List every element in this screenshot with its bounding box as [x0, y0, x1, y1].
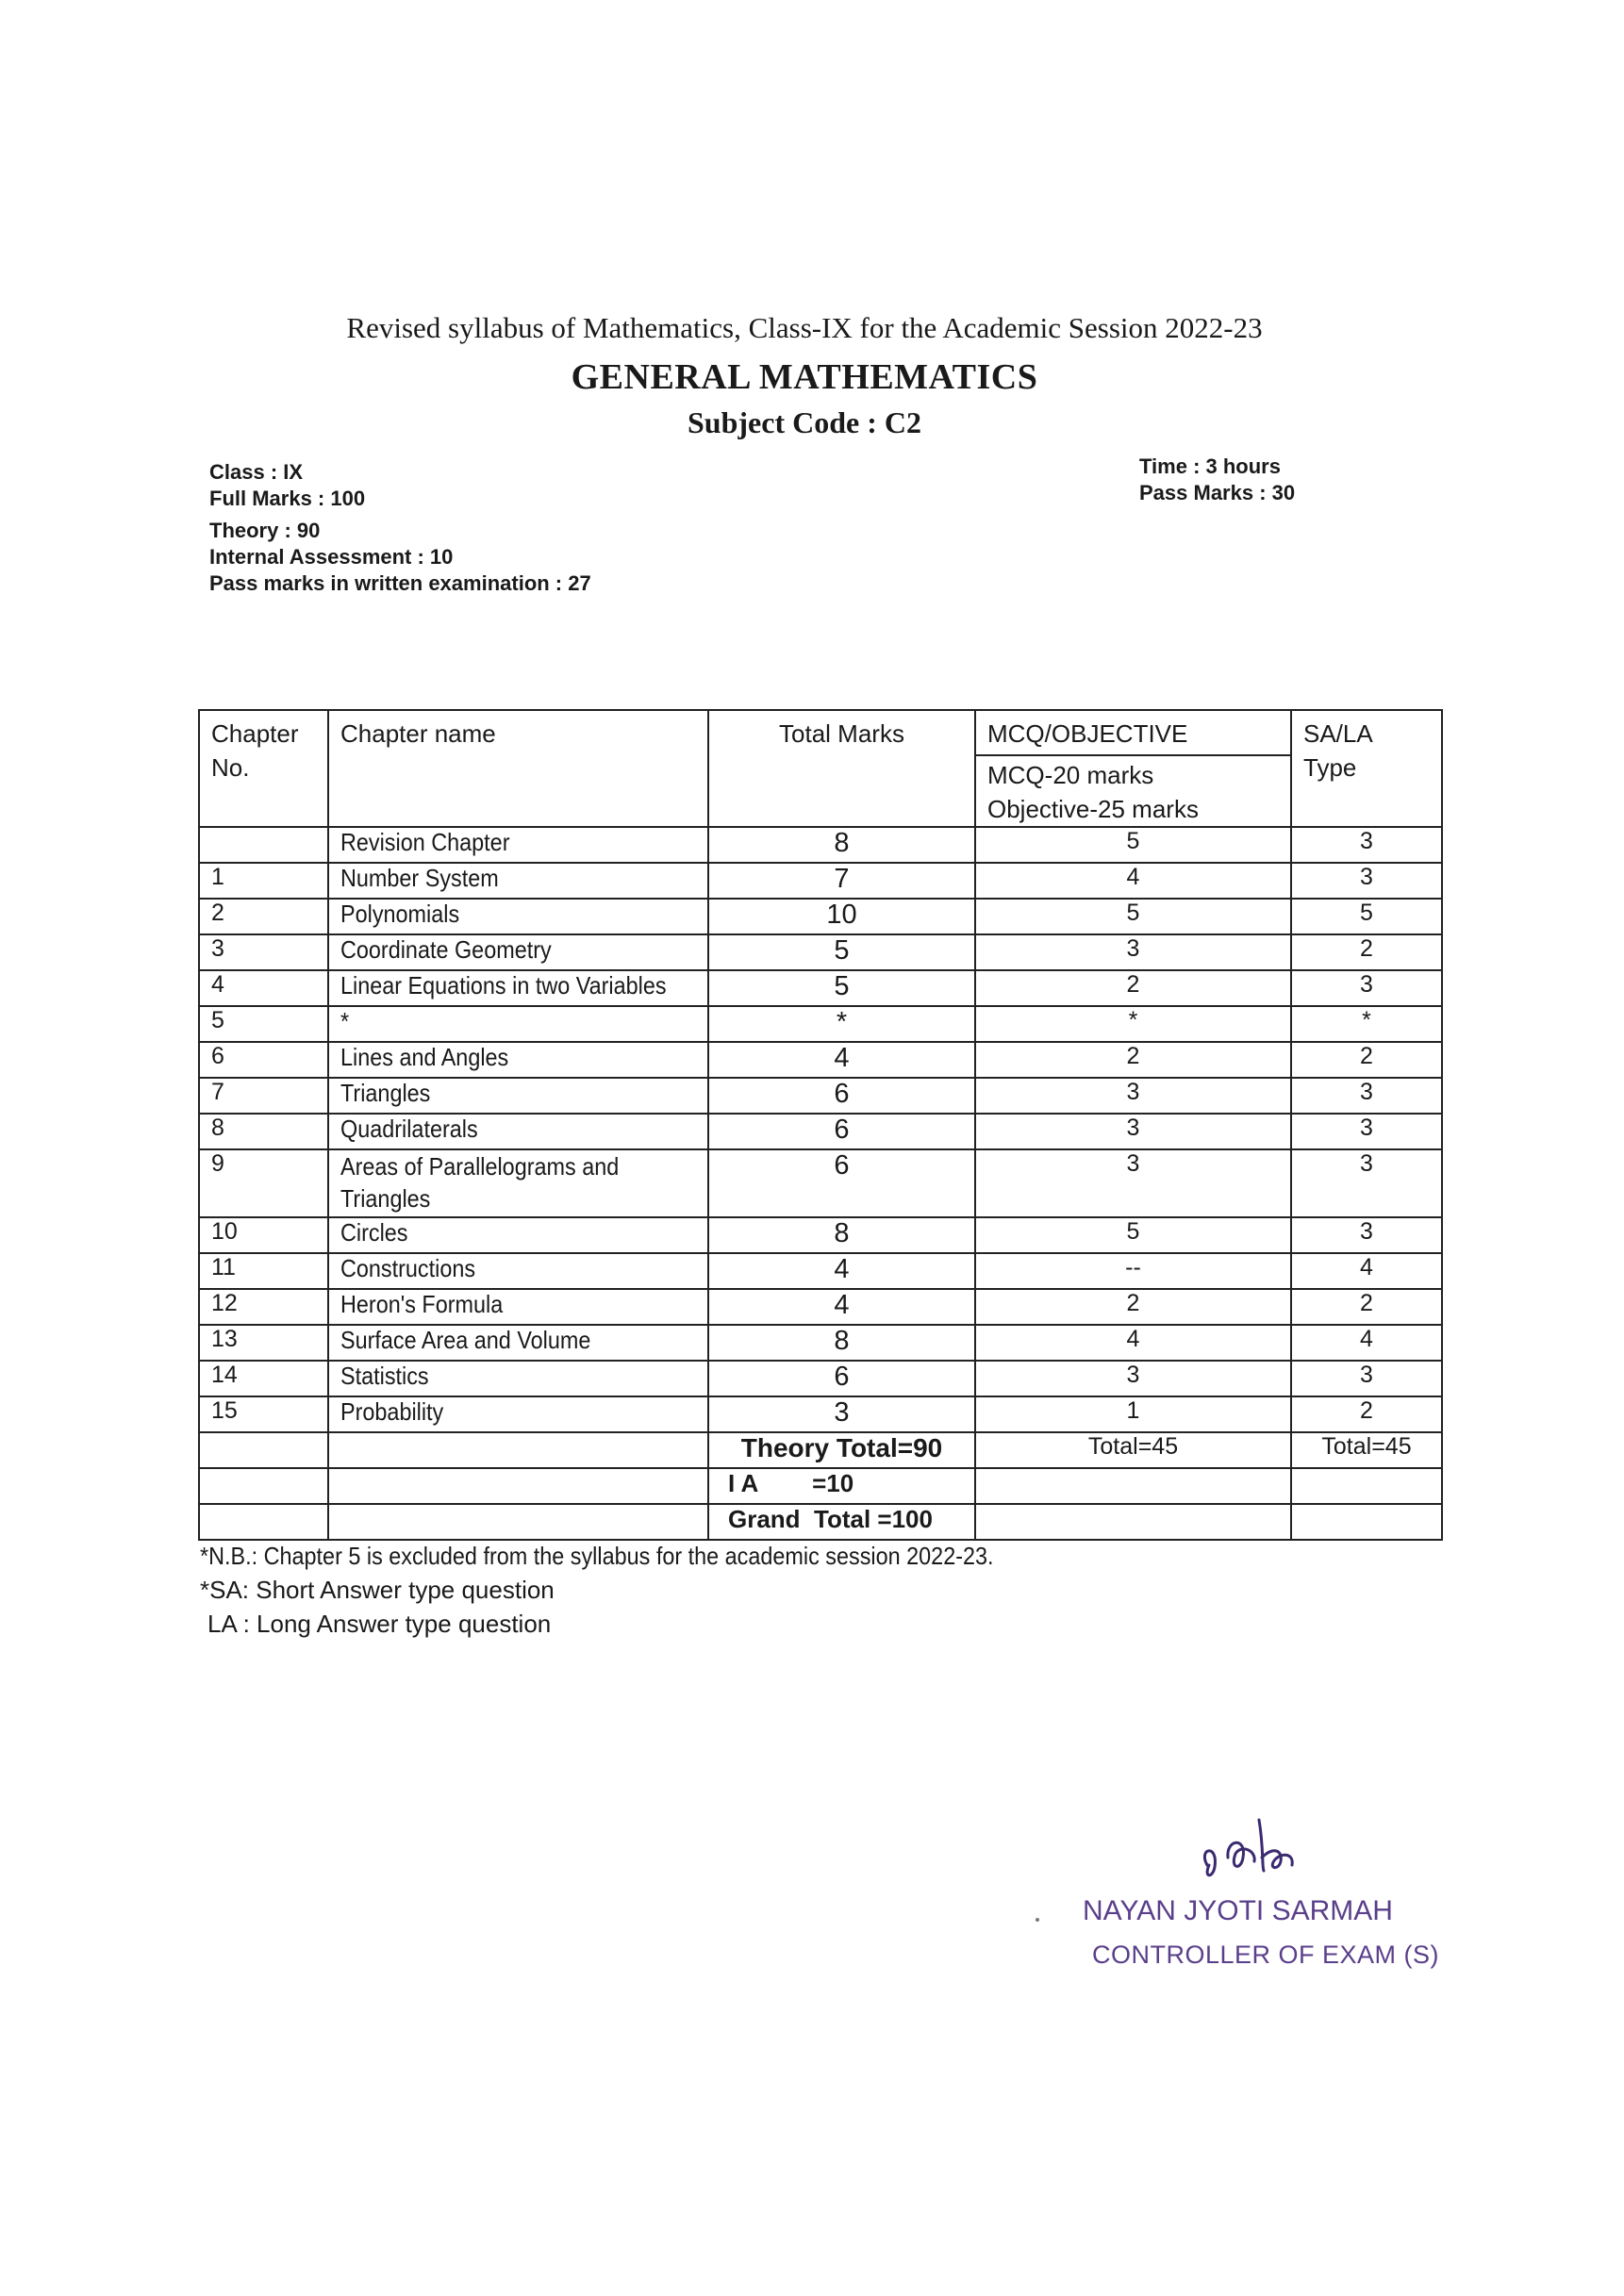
- chapter-name-text: Quadrilaterals: [340, 1115, 478, 1143]
- chapter-name-cell: [328, 899, 708, 934]
- chapter-name-text: Polynomials: [340, 900, 460, 928]
- sala-marks-cell: 2: [1291, 1396, 1442, 1432]
- grand-total: Grand Total =100: [708, 1504, 975, 1540]
- sala-marks-cell: 2: [1291, 1042, 1442, 1078]
- grand-total-row: [199, 1504, 1442, 1540]
- mcq-marks-cell: 4: [975, 1325, 1291, 1361]
- chapter-no-cell: 2: [199, 899, 328, 934]
- subject-title: [0, 356, 1624, 398]
- chapter-no-cell: 10: [199, 1217, 328, 1253]
- sala-marks-cell: 3: [1291, 1114, 1442, 1149]
- signatory-role: CONTROLLER OF EXAM (S): [1092, 1941, 1440, 1969]
- mcq-total: Total=45: [975, 1432, 1291, 1468]
- table-header-row: [199, 710, 1442, 755]
- chapter-name-text: Lines and Angles: [340, 1043, 509, 1071]
- theory-total-row: [199, 1432, 1442, 1468]
- chapter-name-cell: [328, 1006, 708, 1042]
- table-row: [199, 1078, 1442, 1114]
- chapter-name-cell: [328, 1217, 708, 1253]
- table-row: [199, 1325, 1442, 1361]
- pass-written-info: Pass marks in written examination : 27: [209, 571, 591, 595]
- chapter-no-cell: 14: [199, 1361, 328, 1396]
- mcq-marks-cell: *: [975, 1006, 1291, 1042]
- table-row: [199, 970, 1442, 1006]
- total-marks-cell: *: [708, 1006, 975, 1042]
- chapter-name-cell: [328, 1149, 708, 1217]
- mcq-marks-cell: 3: [975, 1361, 1291, 1396]
- sala-marks-cell: 3: [1291, 863, 1442, 899]
- table-row: [199, 827, 1442, 863]
- chapter-name-text: *: [340, 1007, 350, 1035]
- mcq-marks-cell: 2: [975, 1289, 1291, 1325]
- ia-total: I A =10: [708, 1468, 975, 1504]
- document-heading: [0, 311, 1624, 345]
- total-marks-cell: 7: [708, 863, 975, 899]
- sala-total: Total=45: [1291, 1432, 1442, 1468]
- total-marks-cell: 4: [708, 1253, 975, 1289]
- chapter-name-cell: [328, 1114, 708, 1149]
- table-row: [199, 1217, 1442, 1253]
- mcq-marks-cell: --: [975, 1253, 1291, 1289]
- total-marks-cell: 8: [708, 1325, 975, 1361]
- total-marks-cell: 4: [708, 1289, 975, 1325]
- notes-block: [200, 1539, 1082, 1641]
- header-mcq-objective: MCQ/OBJECTIVE: [975, 710, 1291, 755]
- mcq-marks-cell: 2: [975, 970, 1291, 1006]
- chapter-name-text: Triangles: [340, 1079, 431, 1107]
- sala-marks-cell: 3: [1291, 1217, 1442, 1253]
- chapter-no-cell: 3: [199, 934, 328, 970]
- chapter-name-text: Areas of Parallelograms and Triangles: [340, 1152, 620, 1213]
- class-info: Class : IX: [209, 460, 304, 484]
- sa-note: *SA: Short Answer type question: [200, 1576, 555, 1604]
- chapter-name-text: Linear Equations in two Variables: [340, 971, 667, 999]
- time-info: Time : 3 hours: [1139, 454, 1281, 478]
- syllabus-table: [198, 709, 1443, 1541]
- chapter-no-cell: 11: [199, 1253, 328, 1289]
- signature-mark: [1169, 1792, 1358, 1895]
- chapter-name-cell: [328, 827, 708, 863]
- signatory-name: NAYAN JYOTI SARMAH: [1083, 1895, 1393, 1926]
- objective-marks-label: Objective-25 marks: [987, 795, 1199, 823]
- table-row: [199, 1114, 1442, 1149]
- chapter-name-cell: [328, 1396, 708, 1432]
- exam-info-left: [209, 459, 591, 597]
- table-row: [199, 1149, 1442, 1217]
- sala-marks-cell: 4: [1291, 1325, 1442, 1361]
- subject-title-text: GENERAL MATHEMATICS: [571, 357, 1038, 397]
- table-row: [199, 934, 1442, 970]
- chapter-no-cell: 5: [199, 1006, 328, 1042]
- heading-text: Revised syllabus of Mathematics, Class-IX for the Academic Session 2022-23: [346, 311, 1263, 344]
- theory-info: Theory : 90: [209, 519, 321, 542]
- nb-note: *N.B.: Chapter 5 is excluded from the syllabus for the academic session 2022-23.: [200, 1542, 994, 1570]
- mcq-marks-cell: 4: [975, 863, 1291, 899]
- chapter-name-text: Probability: [340, 1397, 444, 1426]
- header-chapter-no: Chapter No.: [199, 710, 328, 827]
- chapter-no-cell: 9: [199, 1149, 328, 1217]
- sala-marks-cell: *: [1291, 1006, 1442, 1042]
- total-marks-cell: 4: [708, 1042, 975, 1078]
- total-marks-cell: 10: [708, 899, 975, 934]
- chapter-name-cell: [328, 1253, 708, 1289]
- subject-code-text: Subject Code : C2: [688, 405, 921, 439]
- total-marks-cell: 5: [708, 934, 975, 970]
- sala-marks-cell: 3: [1291, 1361, 1442, 1396]
- full-marks-info: Full Marks : 100: [209, 487, 366, 510]
- chapter-name-cell: [328, 1078, 708, 1114]
- table-row: [199, 1396, 1442, 1432]
- chapter-no-cell: 15: [199, 1396, 328, 1432]
- table-row: [199, 1006, 1442, 1042]
- chapter-name-text: Revision Chapter: [340, 828, 510, 856]
- mcq-marks-cell: 1: [975, 1396, 1291, 1432]
- chapter-no-cell: 6: [199, 1042, 328, 1078]
- total-marks-cell: 6: [708, 1078, 975, 1114]
- chapter-name-text: Heron's Formula: [340, 1290, 504, 1318]
- chapter-name-cell: [328, 970, 708, 1006]
- mcq-marks-cell: 5: [975, 899, 1291, 934]
- chapter-no-cell: 7: [199, 1078, 328, 1114]
- sala-marks-cell: 3: [1291, 1149, 1442, 1217]
- chapter-name-cell: [328, 1361, 708, 1396]
- sala-marks-cell: 3: [1291, 1078, 1442, 1114]
- table-row: [199, 1253, 1442, 1289]
- sala-marks-cell: 4: [1291, 1253, 1442, 1289]
- total-marks-cell: 6: [708, 1114, 975, 1149]
- chapter-name-text: Circles: [340, 1218, 408, 1247]
- sala-marks-cell: 2: [1291, 934, 1442, 970]
- chapter-name-text: Constructions: [340, 1254, 476, 1282]
- mcq-marks-cell: 3: [975, 1078, 1291, 1114]
- chapter-no-cell: 1: [199, 863, 328, 899]
- table-row: [199, 1289, 1442, 1325]
- theory-total: Theory Total=90: [708, 1432, 975, 1468]
- chapter-no-cell: 8: [199, 1114, 328, 1149]
- chapter-name-text: Statistics: [340, 1362, 429, 1390]
- table-row: [199, 899, 1442, 934]
- sala-marks-cell: 3: [1291, 827, 1442, 863]
- total-marks-cell: 8: [708, 827, 975, 863]
- sala-marks-cell: 2: [1291, 1289, 1442, 1325]
- sala-marks-cell: 5: [1291, 899, 1442, 934]
- decorative-dot: [1036, 1918, 1039, 1922]
- header-mcq-detail: [975, 755, 1291, 827]
- chapter-name-cell: [328, 1325, 708, 1361]
- mcq-marks-cell: 3: [975, 1114, 1291, 1149]
- exam-info-right: [1139, 454, 1295, 506]
- mcq-marks-cell: 5: [975, 827, 1291, 863]
- internal-assessment-info: Internal Assessment : 10: [209, 545, 454, 569]
- total-marks-cell: 3: [708, 1396, 975, 1432]
- chapter-name-text: Number System: [340, 864, 499, 892]
- chapter-name-cell: [328, 934, 708, 970]
- chapter-name-cell: [328, 1289, 708, 1325]
- chapter-no-cell: [199, 827, 328, 863]
- chapter-no-cell: 4: [199, 970, 328, 1006]
- subject-code: [0, 405, 1624, 440]
- mcq-marks-cell: 3: [975, 934, 1291, 970]
- mcq-marks-cell: 2: [975, 1042, 1291, 1078]
- ia-row: [199, 1468, 1442, 1504]
- table-row: [199, 1361, 1442, 1396]
- la-note: LA : Long Answer type question: [207, 1610, 552, 1638]
- sala-marks-cell: 3: [1291, 970, 1442, 1006]
- chapter-name-text: Surface Area and Volume: [340, 1326, 591, 1354]
- header-chapter-name: Chapter name: [328, 710, 708, 827]
- total-marks-cell: 8: [708, 1217, 975, 1253]
- mcq-marks-cell: 5: [975, 1217, 1291, 1253]
- chapter-name-text: Coordinate Geometry: [340, 935, 552, 964]
- header-total-marks: Total Marks: [708, 710, 975, 827]
- chapter-name-cell: [328, 1042, 708, 1078]
- table-row: [199, 863, 1442, 899]
- table-row: [199, 1042, 1442, 1078]
- mcq-marks-label: MCQ-20 marks: [987, 761, 1154, 789]
- total-marks-cell: 6: [708, 1149, 975, 1217]
- pass-marks-info: Pass Marks : 30: [1139, 481, 1296, 504]
- total-marks-cell: 6: [708, 1361, 975, 1396]
- header-sala-type: SA/LA Type: [1291, 710, 1442, 827]
- chapter-no-cell: 12: [199, 1289, 328, 1325]
- total-marks-cell: 5: [708, 970, 975, 1006]
- mcq-marks-cell: 3: [975, 1149, 1291, 1217]
- chapter-name-cell: [328, 863, 708, 899]
- chapter-no-cell: 13: [199, 1325, 328, 1361]
